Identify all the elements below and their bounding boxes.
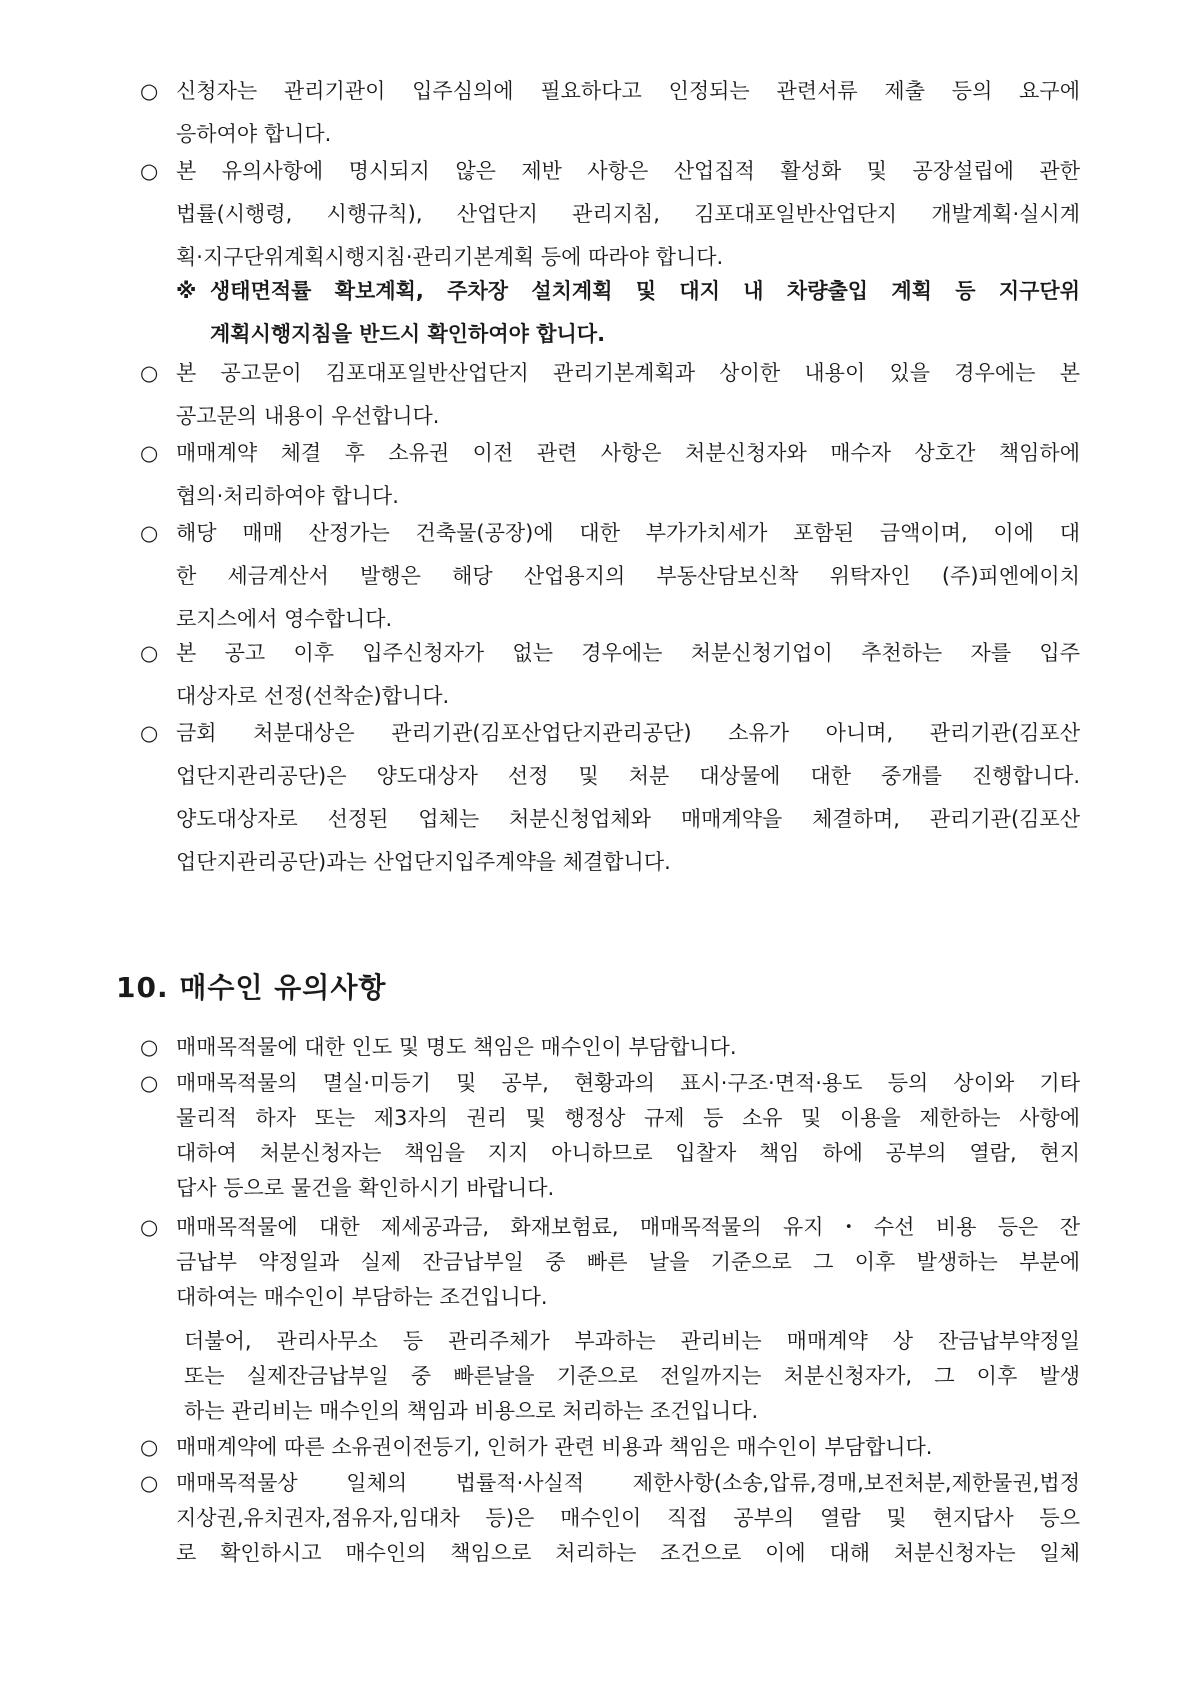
list-item — [140, 1030, 1080, 1065]
text-line: 매매계약 체결 후 소유권 이전 관련 사항은 처분신청자와 매수자 상호간 책임하에 — [176, 441, 1080, 465]
bullet-icon: ○ — [140, 1471, 159, 1495]
text-line: 매매목적물상 일체의 법률적·사실적 제한사항(소송,압류,경매,보전처분,제한물권,법정 — [176, 1471, 1080, 1495]
text-line: 더불어, 관리사무소 등 관리주체가 부과하는 관리비는 매매계약 상 잔금납부약정일 — [184, 1329, 1080, 1353]
text-line: 하는 관리비는 매수인의 책임과 비용으로 처리하는 조건입니다. — [184, 1399, 759, 1423]
bullet-icon: ○ — [140, 1035, 159, 1059]
text-line: 대하여 처분신청자는 책임을 지지 아니하므로 입찰자 책임 하에 공부의 열람, 현지 — [176, 1141, 1080, 1165]
bullet-icon: ○ — [140, 361, 159, 385]
list-item — [140, 352, 1080, 438]
text-line: 대상자로 선정(선착순)합니다. — [176, 684, 450, 708]
text-line: 지상권,유치권자,점유자,임대차 등)은 매수인이 직접 공부의 열람 및 현지답사 등으 — [176, 1506, 1080, 1530]
bullet-icon: ○ — [140, 641, 159, 665]
list-item — [140, 712, 1080, 884]
list-item — [140, 1210, 1080, 1315]
text-line: 로 확인하시고 매수인의 책임으로 처리하는 조건으로 이에 대해 처분신청자는 일체 — [176, 1541, 1080, 1565]
reference-mark-icon: ※ — [176, 279, 197, 303]
text-line: 법률(시행령, 시행규칙), 산업단지 관리지침, 김포대포일반산업단지 개발계획·실시계 — [176, 202, 1080, 226]
bullet-icon: ○ — [140, 1071, 159, 1095]
bullet-icon: ○ — [140, 721, 159, 745]
bullet-icon: ○ — [140, 1215, 159, 1239]
additional-paragraph — [184, 1324, 1080, 1429]
notice-note — [176, 270, 1080, 356]
text-line: 신청자는 관리기관이 입주심의에 필요하다고 인정되는 관련서류 제출 등의 요구에 — [176, 79, 1080, 103]
text-line: 공고문의 내용이 우선합니다. — [176, 404, 440, 428]
text-line: 본 공고문이 김포대포일반산업단지 관리기본계획과 상이한 내용이 있을 경우에는 본 — [176, 361, 1080, 385]
list-item — [140, 70, 1080, 156]
text-line: 답사 등으로 물건을 확인하시기 바랍니다. — [176, 1176, 555, 1200]
text-line: 로지스에서 영수합니다. — [176, 607, 393, 631]
note-line: 계획시행지침을 반드시 확인하여야 합니다. — [210, 322, 606, 346]
list-item — [140, 150, 1080, 279]
bullet-icon: ○ — [140, 521, 159, 545]
list-item — [140, 432, 1080, 518]
text-line: 한 세금계산서 발행은 해당 산업용지의 부동산담보신착 위탁자인 (주)피엔에이치 — [176, 564, 1080, 588]
text-line: 양도대상자로 선정된 업체는 처분신청업체와 매매계약을 체결하며, 관리기관(김포산 — [176, 807, 1080, 831]
text-line: 금회 처분대상은 관리기관(김포산업단지관리공단) 소유가 아니며, 관리기관(김포산 — [176, 721, 1080, 745]
bullet-icon: ○ — [140, 159, 159, 183]
text-line: 매매목적물에 대한 인도 및 명도 책임은 매수인이 부담합니다. — [176, 1035, 737, 1059]
text-line: 해당 매매 산정가는 건축물(공장)에 대한 부가가치세가 포함된 금액이며, 이에 대 — [176, 521, 1080, 545]
text-line: 매매목적물에 대한 제세공과금, 화재보험료, 매매목적물의 유지・수선 비용 등은 잔 — [176, 1215, 1080, 1239]
text-line: 또는 실제잔금납부일 중 빠른날을 기준으로 전일까지는 처분신청자가, 그 이후 발생 — [184, 1364, 1080, 1388]
section-heading: 10. 매수인 유의사항 — [116, 971, 387, 1004]
text-line: 업단지관리공단)과는 산업단지입주계약을 체결합니다. — [176, 850, 671, 874]
list-item — [140, 1466, 1080, 1571]
text-line: 협의·처리하여야 합니다. — [176, 484, 399, 508]
text-line: 금납부 약정일과 실제 잔금납부일 중 빠른 날을 기준으로 그 이후 발생하는 부분에 — [176, 1250, 1080, 1274]
text-line: 업단지관리공단)은 양도대상자 선정 및 처분 대상물에 대한 중개를 진행합니다. — [176, 764, 1080, 788]
text-line: 획·지구단위계획시행지침·관리기본계획 등에 따라야 합니다. — [176, 245, 724, 269]
list-item — [140, 512, 1080, 641]
list-item — [140, 1430, 1080, 1465]
text-line: 대하여는 매수인이 부담하는 조건입니다. — [176, 1285, 548, 1309]
text-line: 응하여야 합니다. — [176, 122, 332, 146]
bullet-icon: ○ — [140, 1435, 159, 1459]
text-line: 물리적 하자 또는 제3자의 권리 및 행정상 규제 등 소유 및 이용을 제한하는 사항에 — [176, 1106, 1080, 1130]
bullet-icon: ○ — [140, 441, 159, 465]
text-line: 매매목적물의 멸실·미등기 및 공부, 현황과의 표시·구조·면적·용도 등의 상이와 기타 — [176, 1071, 1080, 1095]
bullet-icon: ○ — [140, 79, 159, 103]
list-item — [140, 1066, 1080, 1206]
text-line: 본 공고 이후 입주신청자가 없는 경우에는 처분신청기업이 추천하는 자를 입주 — [176, 641, 1080, 665]
note-line: 생태면적률 확보계획, 주차장 설치계획 및 대지 내 차량출입 계획 등 지구단위 — [210, 279, 1080, 303]
text-line: 매매계약에 따른 소유권이전등기, 인허가 관련 비용과 책임은 매수인이 부담합니다. — [176, 1435, 933, 1459]
text-line: 본 유의사항에 명시되지 않은 제반 사항은 산업집적 활성화 및 공장설립에 관한 — [176, 159, 1080, 183]
list-item — [140, 632, 1080, 718]
